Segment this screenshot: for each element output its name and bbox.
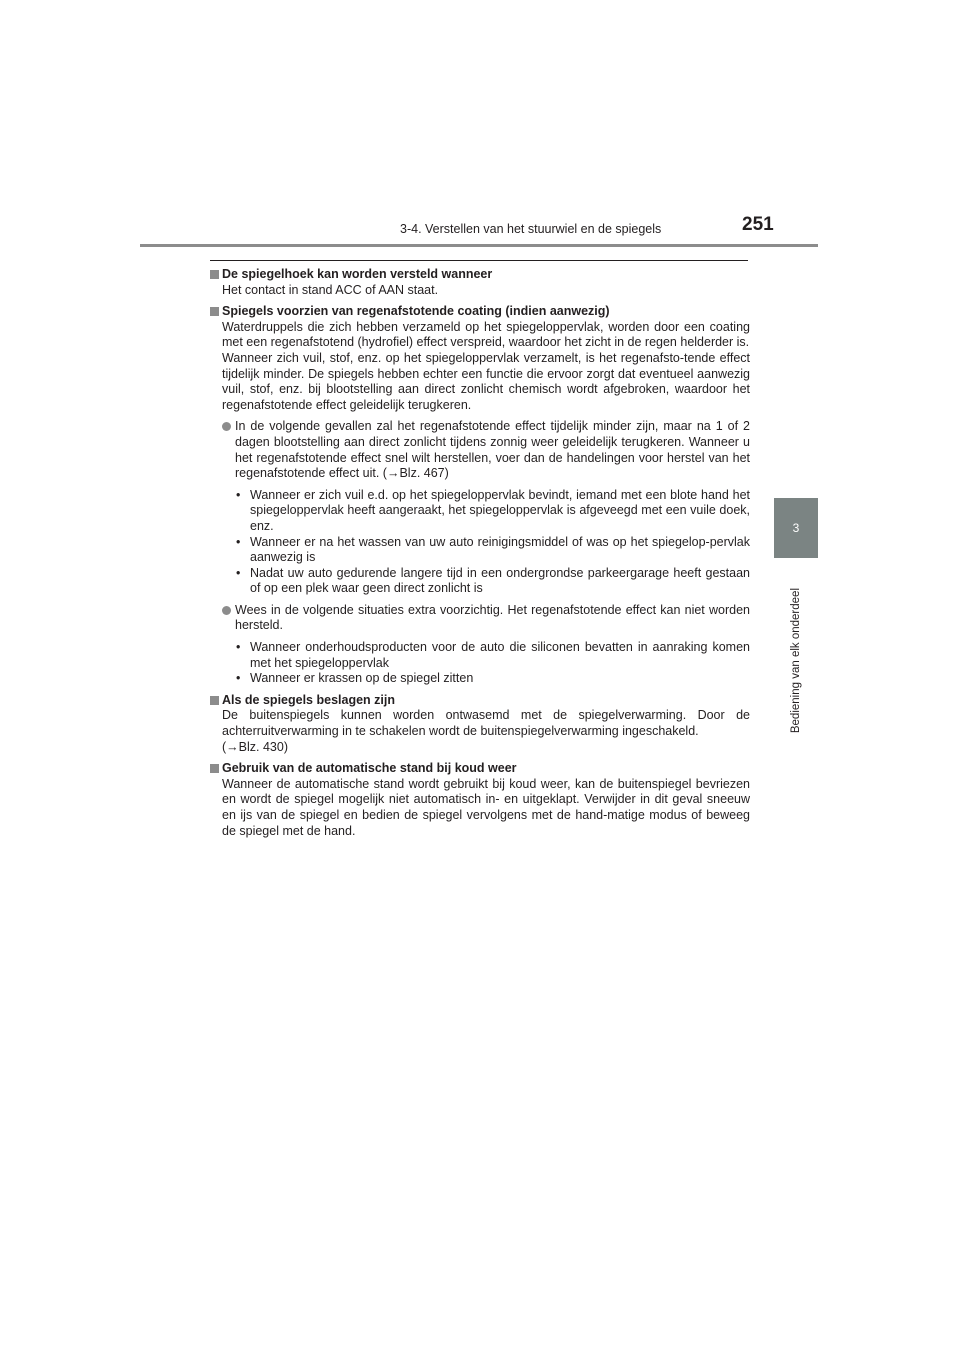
chapter-number: 3: [792, 521, 800, 535]
sub-list-item: • Wanneer er krassen op de spiegel zitten: [236, 671, 474, 686]
list-item: Wees in de volgende situaties extra voorzichtig. Het regenafstotende effect kan niet worden hersteld.: [222, 603, 750, 634]
chapter-side-label: [784, 565, 808, 733]
sub-list: [236, 640, 750, 687]
sub-list-item: • Wanneer er zich vuil e.d. op het spiegeloppervlak bevindt, iemand met een blote hand het spiegeloppervlak heeft aangeraakt, het spiegeloppervlak is afgeveegd met een vuile doek, enz.: [236, 487, 750, 533]
sub-list: [236, 488, 750, 597]
square-bullet-icon: [210, 307, 219, 316]
paragraph: Wanneer de automatische stand wordt gebruikt bij koud weer, kan de buitenspiegel bevriezen en wordt de spiegel mogelijk niet automatisch in- en uitgeklapt. Verwijder in dit geval sneeuw en ijs van de spiegel en bedien de spiegel vervolgens met de hand-matige modus of beweeg de spiegel met de hand.: [222, 776, 750, 838]
section-title: Gebruik van de automatische stand bij koud weer: [210, 761, 750, 777]
page-reference: (→Blz. 430): [222, 739, 288, 754]
header-divider: [140, 244, 818, 247]
section-title: Spiegels voorzien van regenafstotende coating (indien aanwezig): [210, 304, 750, 320]
list-item: In de volgende gevallen zal het regenafstotende effect tijdelijk minder zijn, maar na 1 of 2 dagen blootstelling aan direct zonlicht tijdens zonnig weer geleidelijk terugkeren. Wanneer u het regenafstotende effect snel wilt herstellen, voer dan de handelingen voor herstel van het regenafstotende effect uit. (→Blz. 467): [222, 419, 750, 481]
section-title: De spiegelhoek kan worden versteld wanneer: [210, 267, 750, 283]
square-bullet-icon: [210, 764, 219, 773]
square-bullet-icon: [210, 270, 219, 279]
section-title: Als de spiegels beslagen zijn: [210, 693, 750, 709]
section-rain-repellent-coating: [210, 304, 750, 687]
page-number: 251: [742, 214, 774, 235]
circle-bullet-icon: [222, 606, 231, 615]
paragraph: Het contact in stand ACC of AAN staat.: [222, 282, 439, 297]
section-mirror-angle: [210, 267, 750, 298]
chapter-title: 3-4. Verstellen van het stuurwiel en de spiegels: [400, 222, 662, 236]
paragraph: De buitenspiegels kunnen worden ontwasemd met de spiegelverwarming. Door de achterruitverwarming in te schakelen wordt de buitenspiegelverwarming ingeschakeld. (→Blz. 430): [222, 708, 750, 754]
section-cold-weather: [210, 761, 750, 839]
chapter-label: Bediening van elk onderdeel: [790, 587, 802, 733]
section-fogged-mirrors: [210, 693, 750, 755]
chapter-tab: [774, 498, 818, 558]
paragraph: Waterdruppels die zich hebben verzameld op het spiegeloppervlak, worden door een coating met een regenafstotend (hydrofiel) effect verspreid, waardoor het zicht in de regen helderder is. Wanneer zich vuil, stof, enz. op het spiegeloppervlak verzamelt, is het regenafsto-tende effect tijdelijk minder. De spiegels hebben echter een functie die ervoor zorgt dat eventueel aanwezig vuil, stof, enz. bij blootstelling aan direct zonlicht chemisch wordt afgebroken, waardoor het regenafstotende effect geleidelijk terugkeren.: [222, 319, 750, 412]
content-divider: [210, 260, 748, 261]
sub-list-item: • Wanneer onderhoudsproducten voor de auto die siliconen bevatten in aanraking komen met het spiegeloppervlak: [236, 640, 750, 670]
main-content: [210, 267, 750, 845]
circle-bullet-icon: [222, 422, 231, 431]
square-bullet-icon: [210, 696, 219, 705]
sub-list-item: • Nadat uw auto gedurende langere tijd in een ondergrondse parkeergarage heeft gestaan of op een plek waar geen direct zonlicht is: [236, 565, 750, 596]
sub-list-item: • Wanneer er na het wassen van uw auto reinigingsmiddel of was op het spiegelop-pervlak aanwezig is: [236, 534, 750, 565]
